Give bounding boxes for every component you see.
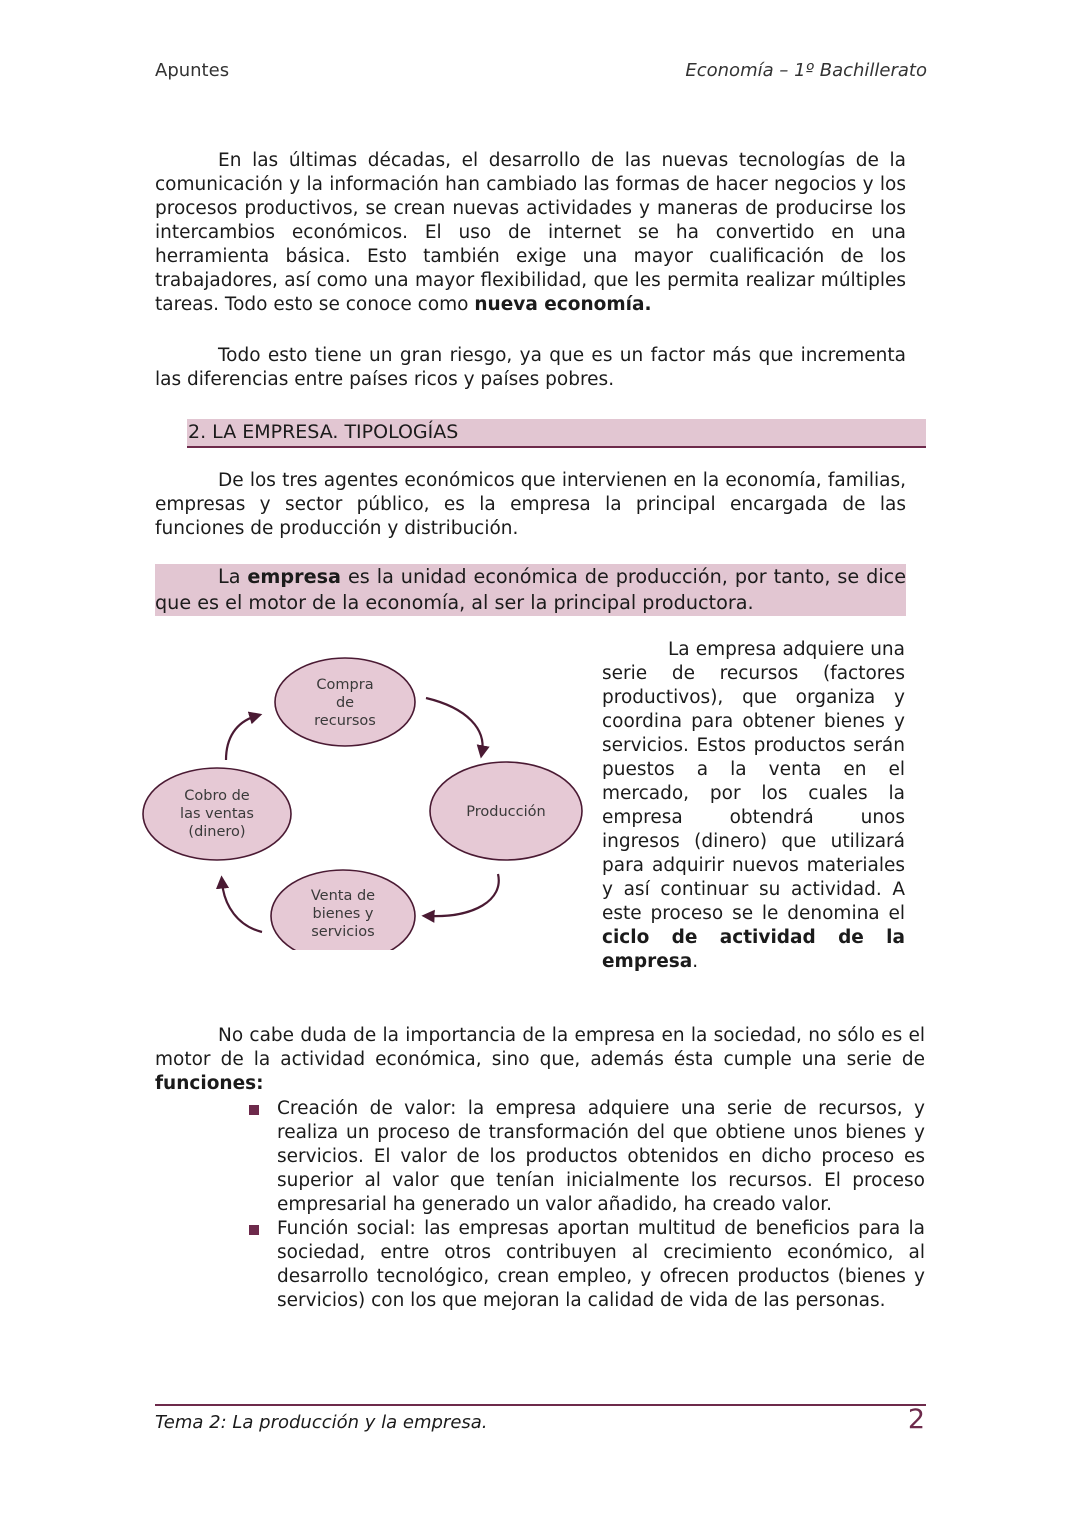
cycle-bold: ciclo de actividad de la empresa [602, 927, 905, 972]
svg-text:bienes y: bienes y [312, 906, 374, 922]
section-heading-bar [187, 419, 926, 448]
footer-divider [155, 1404, 926, 1406]
node-produccion [430, 762, 582, 860]
cycle-description [602, 638, 905, 974]
svg-text:de: de [335, 695, 355, 711]
svg-text:(dinero): (dinero) [188, 824, 246, 840]
arrow-left-to-top [226, 716, 256, 760]
arrow-top-to-right [426, 698, 483, 752]
node-venta-bienes [271, 870, 415, 950]
arrow-bottom-to-left [222, 882, 262, 932]
svg-text:servicios: servicios [311, 924, 375, 940]
cycle-text: La empresa adquiere una serie de recursos (factores productivos), que organiza y coordina para obtener bienes y servicios. Estos productos serán puestos a la venta en el mercado, por los cuales la empresa obtendrá unos ingresos (dinero) que utilizará para adquirir nuevos materiales y así continuar su actividad. A este proceso se le denomina el [602, 639, 905, 924]
arrow-right-to-bottom [428, 874, 499, 916]
definition-paragraph [155, 564, 906, 616]
node-compra-recursos [275, 658, 415, 746]
svg-text:recursos: recursos [314, 713, 376, 729]
list-item [245, 1097, 925, 1217]
intro-text: En las últimas décadas, el desarrollo de las nuevas tecnologías de la comunicación y la información han cambiado las formas de hacer negocios y los procesos productivos, se crean nuevas actividades y maneras de producirse los intercambios económicos. El uso de internet se ha convertido en una herramienta básica. Esto también exige una mayor cualificación de los trabajadores, así como una mayor flexibilidad, que les permita realizar múltiples tareas. Todo esto se conoce como [155, 150, 906, 315]
svg-text:Compra: Compra [316, 677, 374, 693]
function-social: Función social: las empresas aportan multitud de beneficios para la sociedad, entre otros contribuyen al crecimiento económico, al desarrollo tecnológico, crean empleo, y ofrecen productos (bienes y servicios) con los que mejoran la calidad de vida de las personas. [277, 1218, 925, 1311]
page-number: 2 [907, 1404, 925, 1435]
footer-title: Tema 2: La producción y la empresa. [155, 1412, 488, 1433]
node-cobro-ventas [143, 768, 291, 860]
intro-paragraph [155, 149, 906, 317]
section-title: 2. LA EMPRESA. TIPOLOGÍAS [188, 421, 459, 443]
list-item [245, 1217, 925, 1313]
risk-paragraph: Todo esto tiene un gran riesgo, ya que es un factor más que incrementa las diferencias entre países ricos y países pobres. [155, 345, 906, 390]
functions-list [245, 1097, 925, 1313]
cycle-end: . [692, 951, 699, 972]
svg-text:Cobro de: Cobro de [184, 788, 250, 804]
functions-intro-bold: funciones: [155, 1073, 264, 1094]
definition-pre: La [218, 565, 248, 588]
intro-bold: nueva economía. [474, 294, 652, 315]
agents-paragraph: De los tres agentes económicos que intervienen en la economía, familias, empresas y sector público, es la empresa la principal encargada de las funciones de producción y distribución. [155, 470, 906, 539]
bullet-square-icon [249, 1105, 259, 1115]
bullet-square-icon [249, 1225, 259, 1235]
svg-text:Producción: Producción [466, 804, 546, 820]
definition-bold: empresa [247, 565, 342, 588]
svg-text:las ventas: las ventas [180, 806, 254, 822]
header-right: Economía – 1º Bachillerato [685, 60, 927, 81]
function-creacion-valor: Creación de valor: la empresa adquiere una serie de recursos, y realiza un proceso de transformación del que obtiene unos bienes y servicios. El valor de los productos obtenidos en dicho proceso es superior al valor que tenían inicialmente los recursos. El proceso empresarial ha generado un valor añadido, ha creado valor. [277, 1098, 925, 1215]
definition-post: es la unidad económica de producción, por tanto, se dice que es el motor de la economía, al ser la principal productora. [155, 565, 906, 614]
functions-intro [155, 1024, 925, 1096]
svg-text:Venta de: Venta de [310, 888, 376, 904]
definition-box [155, 564, 906, 616]
functions-intro-text: No cabe duda de la importancia de la empresa en la sociedad, no sólo es el motor de la actividad económica, sino que, además ésta cumple una serie de [155, 1025, 925, 1070]
header-left: Apuntes [155, 60, 230, 81]
business-cycle-diagram [138, 650, 598, 950]
